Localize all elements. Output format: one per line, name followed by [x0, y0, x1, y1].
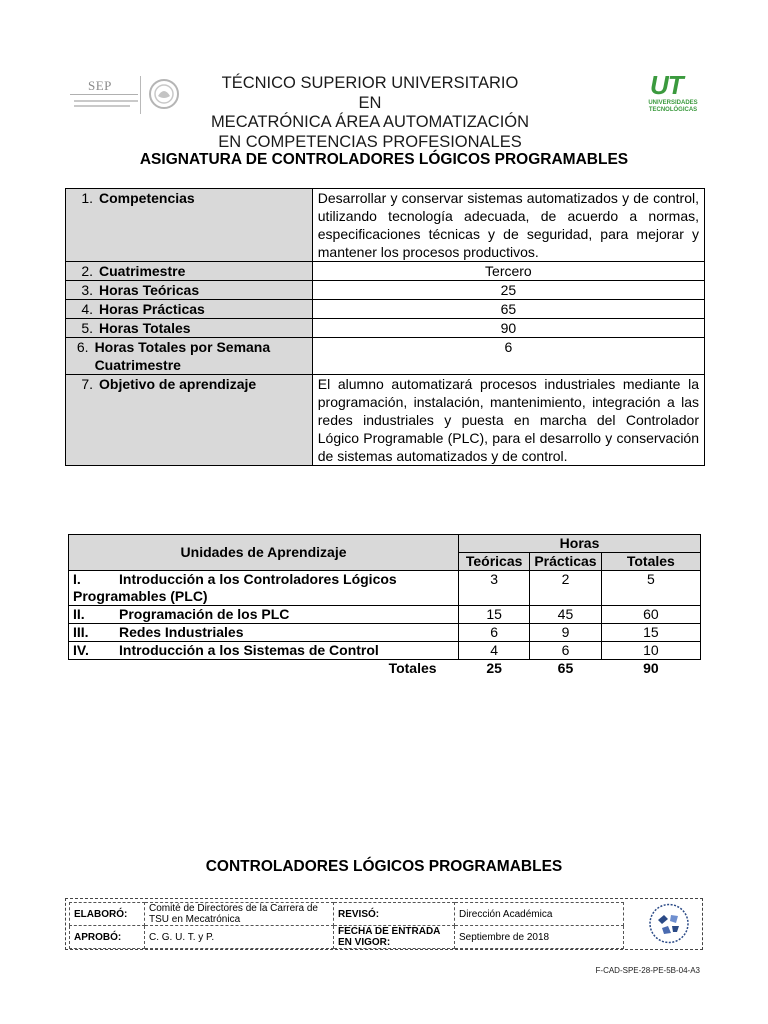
footer-box [65, 898, 703, 950]
sep-logo [66, 76, 182, 114]
header-title-line: EN COMPETENCIAS PROFESIONALES [218, 132, 522, 151]
info-label: Objetivo de aprendizaje [99, 376, 257, 392]
unit-totales: 15 [601, 624, 700, 642]
info-row [66, 189, 705, 262]
unit-name [69, 571, 459, 606]
total-totales: 90 [643, 660, 659, 676]
unit-title: Introducción a los Controladores Lógicos Programables (PLC) [73, 571, 397, 604]
unit-name [69, 624, 459, 642]
fecha-label: FECHA DE ENTRADA EN VIGOR: [334, 926, 455, 949]
info-value: Tercero [312, 262, 704, 281]
info-row [66, 338, 705, 375]
aprobo-value: C. G. U. T. y P. [145, 926, 334, 949]
info-label: Horas Totales por Semana Cuatrimestre [94, 339, 271, 373]
unit-row [69, 624, 701, 642]
subject-title: ASIGNATURA DE CONTROLADORES LÓGICOS PROGRAMABLES [139, 151, 629, 168]
unit-practicas: 2 [530, 571, 601, 606]
ut-logo-line: UNIVERSIDADES [648, 100, 698, 106]
unit-practicas: 45 [530, 606, 601, 624]
info-label: Horas Prácticas [99, 301, 205, 317]
unit-title: Introducción a los Sistemas de Control [119, 642, 379, 658]
info-number: 4. [81, 301, 93, 317]
sep-logo-rule [70, 94, 138, 95]
sep-logo-subtext [74, 105, 130, 107]
unit-title: Redes Industriales [119, 624, 244, 640]
aprobo-label: APROBÓ: [70, 926, 145, 949]
col-practicas: Prácticas [530, 553, 601, 571]
unit-roman: II. [73, 606, 85, 622]
col-totales: Totales [601, 553, 700, 571]
info-number: 5. [81, 320, 93, 336]
info-row [66, 319, 705, 338]
info-row [66, 262, 705, 281]
col-teoricas: Teóricas [459, 553, 530, 571]
units-table [68, 534, 701, 677]
info-row [66, 281, 705, 300]
info-number: 1. [81, 190, 93, 206]
ut-logo-mark: UT [650, 70, 683, 100]
elaboro-label: ELABORÓ: [70, 903, 145, 926]
footer-row [70, 926, 624, 949]
cgut-emblem-icon [644, 902, 694, 945]
unit-row [69, 606, 701, 624]
totals-label: Totales [388, 660, 437, 676]
unit-totales: 60 [601, 606, 700, 624]
sep-logo-text: SEP [88, 78, 112, 93]
info-label-cell [66, 262, 313, 281]
info-value: 6 [312, 338, 704, 375]
info-label-cell [66, 319, 313, 338]
unit-row [69, 571, 701, 606]
unit-row [69, 642, 701, 660]
units-header-row [69, 535, 701, 553]
fecha-value: Septiembre de 2018 [455, 926, 624, 949]
ut-logo-line: TECNOLÓGICAS [648, 107, 698, 113]
units-header: Unidades de Aprendizaje [69, 535, 459, 571]
info-row [66, 300, 705, 319]
unit-teoricas: 15 [459, 606, 530, 624]
document-code: F-CAD-SPE-28-PE-5B-04-A3 [595, 966, 700, 975]
info-label: Horas Teóricas [99, 282, 200, 298]
header-title-line: TÉCNICO SUPERIOR UNIVERSITARIO EN [221, 74, 519, 112]
info-label-cell [66, 375, 313, 466]
info-table-body [66, 189, 705, 466]
info-row [66, 375, 705, 466]
unit-totales: 10 [601, 642, 700, 660]
info-label: Competencias [99, 190, 195, 206]
info-value: 90 [312, 319, 704, 338]
unit-roman: IV. [73, 642, 89, 658]
info-table [65, 188, 705, 466]
elaboro-value: Comité de Directores de la Carrera de TSU en Mecatrónica [145, 903, 334, 926]
unit-teoricas: 3 [459, 571, 530, 606]
info-value: El alumno automatizará procesos industriales mediante la programación, instalación, mantenimiento, integración a las redes industriales y puesta en marcha del Controlador Lógico Programable (PLC), para el desarrollo y conservación de sistemas automatizados y de control. [312, 375, 704, 466]
mexico-seal-icon [148, 78, 180, 110]
unit-title: Programación de los PLC [119, 606, 290, 622]
footer-table [69, 902, 624, 949]
info-label-cell [66, 338, 313, 375]
unit-name [69, 606, 459, 624]
info-number: 6. [76, 339, 89, 355]
info-label-cell [66, 189, 313, 262]
ut-logo [640, 72, 706, 118]
unit-practicas: 9 [530, 624, 601, 642]
unit-practicas: 6 [530, 642, 601, 660]
footer-title: CONTROLADORES LÓGICOS PROGRAMABLES [205, 858, 563, 875]
reviso-label: REVISÓ: [334, 903, 455, 926]
reviso-value: Dirección Académica [455, 903, 624, 926]
sep-logo-subtext [74, 100, 138, 102]
info-number: 3. [81, 282, 93, 298]
info-label-cell [66, 281, 313, 300]
unit-roman: I. [73, 571, 81, 587]
info-label: Horas Totales [99, 320, 191, 336]
unit-teoricas: 4 [459, 642, 530, 660]
unit-totales: 5 [601, 571, 700, 606]
header-title [210, 74, 530, 152]
unit-teoricas: 6 [459, 624, 530, 642]
info-number: 2. [81, 263, 93, 279]
info-number: 7. [81, 376, 93, 392]
unit-roman: III. [73, 624, 89, 640]
info-value: 65 [312, 300, 704, 319]
total-teoricas: 25 [486, 660, 502, 676]
totals-row [69, 660, 701, 678]
info-label-cell [66, 300, 313, 319]
sep-logo-box [66, 76, 141, 114]
header-title-line: MECATRÓNICA ÁREA AUTOMATIZACIÓN [210, 113, 530, 131]
total-practicas: 65 [557, 660, 574, 676]
footer-row [70, 903, 624, 926]
hours-header: Horas [459, 535, 701, 553]
unit-name [69, 642, 459, 660]
info-value: Desarrollar y conservar sistemas automatizados y de control, utilizando tecnología adecuada, de acuerdo a normas, especificaciones técnicas y de seguridad, para mejorar y mantener los procesos productivos. [312, 189, 704, 262]
info-label: Cuatrimestre [99, 263, 186, 279]
info-value: 25 [312, 281, 704, 300]
